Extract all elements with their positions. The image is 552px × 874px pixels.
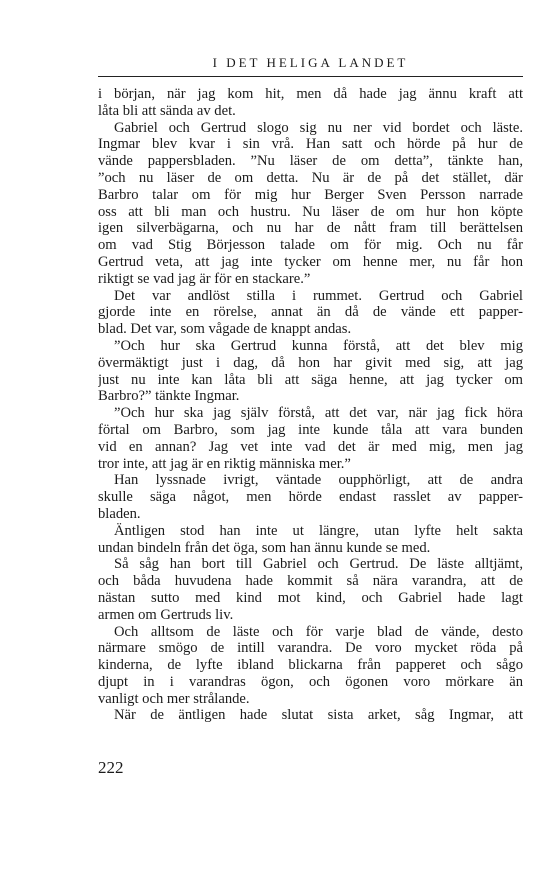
text-line: riktigt se vad jag är för en stackare.” xyxy=(98,270,311,287)
text-line: tror inte, att jag är en riktig människa mer.” xyxy=(98,455,351,472)
text-line: vände pappersbladen. ”Nu läser de om detta”, tänkte han, xyxy=(98,153,523,170)
text-line: just nu inte kan låta bli att säga henne, att jag tycker om xyxy=(98,371,523,388)
text-line: vid en annan? Jag vet inte vad det är med mig, men jag xyxy=(98,438,523,455)
text-line: bladen. xyxy=(98,505,141,522)
text-line: övermäktigt just i dag, då hon har givit med sig, att jag xyxy=(98,354,523,371)
text-line: Gertrud veta, att jag inte tycker om henne mer, nu får hon xyxy=(98,253,523,270)
text-line: gjorde inte en rörelse, annat än då de vände ett papper- xyxy=(98,304,523,321)
text-line: Barbro?” tänkte Ingmar. xyxy=(98,388,240,405)
text-line: igen silverbägarna, och nu har de nått fram till berättelsen xyxy=(98,220,523,237)
text-line: ”Och hur ska jag själv förstå, att det var, när jag fick höra xyxy=(114,405,523,422)
text-line: Så såg han bort till Gabriel och Gertrud. De läste alltjämt, xyxy=(114,556,523,573)
text-line: armen om Gertruds liv. xyxy=(98,606,234,623)
text-line: När de äntligen hade slutat sista arket, såg Ingmar, att xyxy=(114,707,523,724)
running-header: I DET HELIGA LANDET xyxy=(212,55,409,70)
text-line: nästan sutto med kind mot kind, och Gabriel hade lagt xyxy=(98,589,523,606)
header-rule xyxy=(98,76,523,77)
text-line: förtal om Barbro, som jag inte kunde tåla att vara bunden xyxy=(98,421,523,438)
text-line: Och alltsom de läste och för varje blad de vände, desto xyxy=(114,623,523,640)
text-line: låta bli att sända av det. xyxy=(98,102,236,119)
text-line: undan bindeln från det öga, som han ännu kunde se med. xyxy=(98,539,431,556)
text-line: och båda huvudena hade kommit så nära varandra, att de xyxy=(98,573,523,590)
text-line: Han lyssnade ivrigt, väntade oupphörligt, att de andra xyxy=(114,472,523,489)
text-line: närmare smögo de intill varandra. De voro mycket röda på xyxy=(98,640,523,657)
text-line: skulle säga något, men hörde endast rasslet av papper- xyxy=(98,489,523,506)
text-line: kinderna, de lyfte ibland blickarna från papperet och sågo xyxy=(98,657,523,674)
text-line: vanligt och mer strålande. xyxy=(98,690,250,707)
text-line: Äntligen stod han inte ut längre, utan lyfte helt sakta xyxy=(114,522,523,539)
page-number: 222 xyxy=(98,758,124,777)
text-line: ”Och hur ska Gertrud kunna förstå, att det blev mig xyxy=(114,337,523,354)
text-line: Ingmar blev kvar i sin vrå. Han satt och hörde på hur de xyxy=(98,136,523,153)
text-line: i början, när jag kom hit, men då hade jag ännu kraft att xyxy=(98,86,523,102)
text-line: om vad Stig Börjesson talade om för mig. Och nu får xyxy=(98,237,523,254)
text-line: Gabriel och Gertrud slogo sig nu ner vid bordet och läste. xyxy=(114,119,523,136)
text-line: Barbro talar om för mig hur Berger Sven Persson narrade xyxy=(98,186,523,203)
body-text xyxy=(98,86,523,724)
text-line: oss att bli man och hustru. Nu läser de om hur hon köpte xyxy=(98,203,523,220)
text-line: ”och nu läser de om detta. Nu är de på det stället, där xyxy=(98,169,523,186)
text-line: Det var andlöst stilla i rummet. Gertrud och Gabriel xyxy=(114,287,523,304)
text-line: blad. Det var, som vågade de knappt andas. xyxy=(98,321,352,338)
text-line: djupt in i varandras ögon, och ögonen voro mörkare än xyxy=(98,673,523,690)
